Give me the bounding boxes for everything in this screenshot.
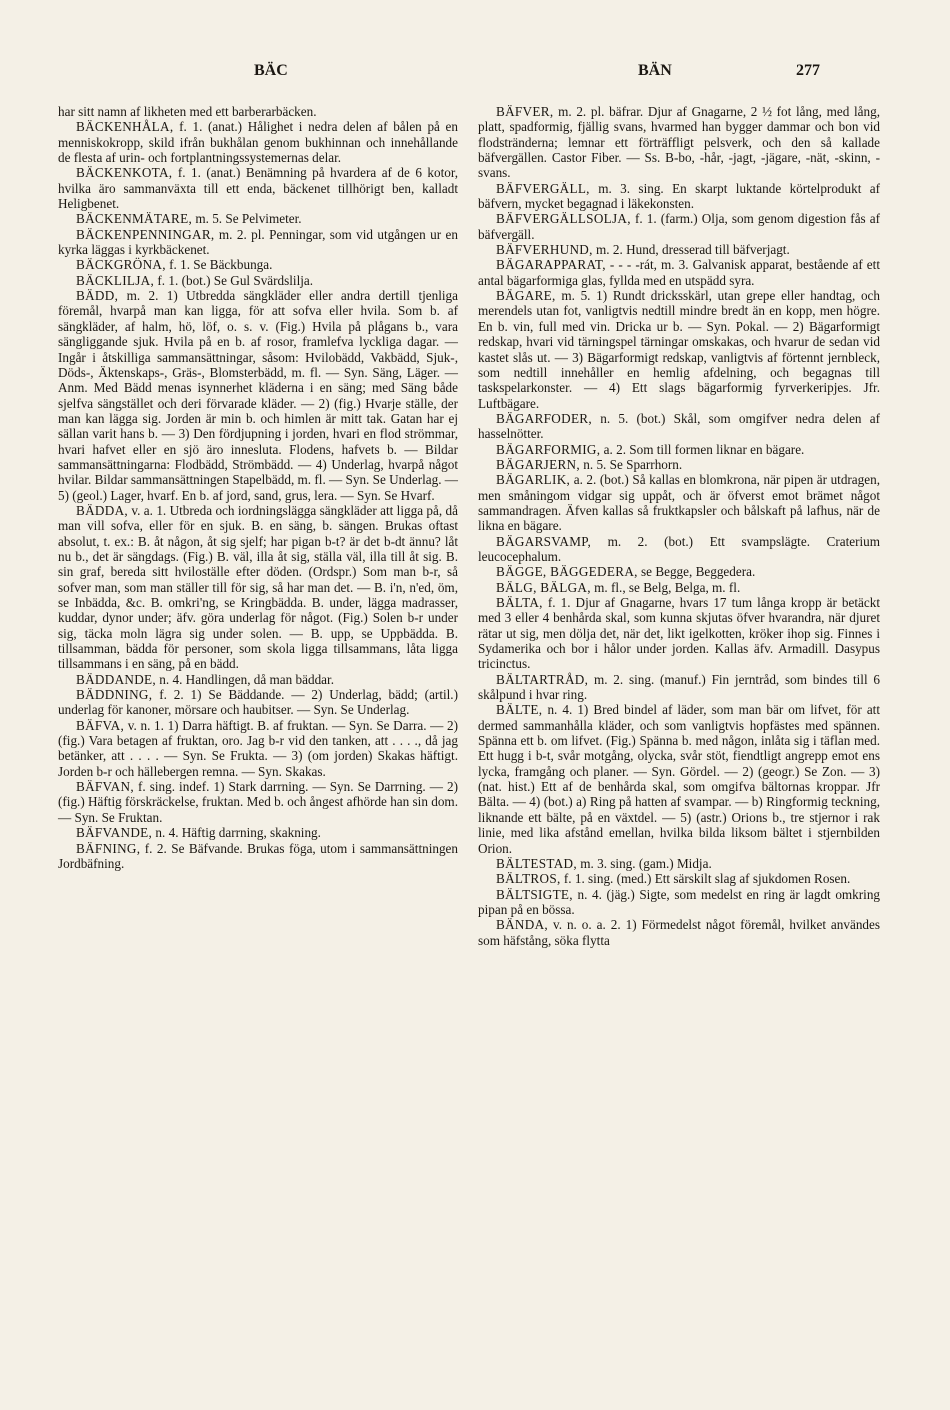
entry-headword: BÄLTSIGTE, xyxy=(496,886,573,902)
entry-definition: n. 5. (bot.) Skål, som omgifver nedra delen af hasselnötter. xyxy=(478,410,881,442)
dictionary-entry xyxy=(478,411,880,442)
entry-headword: BÄLTESTAD, xyxy=(496,855,577,871)
entry-definition: m. 3. sing. (gam.) Midja. xyxy=(580,855,712,871)
dictionary-entry xyxy=(478,181,880,212)
dictionary-entry xyxy=(478,917,880,948)
entry-definition: n. 4. (jäg.) Sigte, som medelst en ring är lagdt omkring pipan på en bössa. xyxy=(478,886,881,917)
entry-headword: BÄFVA, xyxy=(76,717,125,733)
dictionary-entry xyxy=(478,534,880,565)
entry-definition: n. 4. 1) Bred bindel af läder, som man bär om lifvet, för att dermed sammanhålla kläder, och som vanligtvis hopfästes med spännen. Spänna ett b. om lifvet. (Fig.) Spänna b. med någon, inlåta sig i täflan med. Ett hugg i b-t, svår motgång, olycka, svår stöt, fiendtligt angrepp emot ens lycka, framgång och planer. — Syn. Gördel. — 2) (geogr.) Se Zon. — 3) (nat. hist.) Ett af de benhårda skal, som omgifva bältornas kroppar. Jfr Bälta. — 4) (bot.) a) Ring på hatten af svampar. — b) Ringformig teckning, liknande ett bälte, på en växtdel. — 5) (astr.) Orions b., tre stjernor i rak linie, med lika afstånd emellan, hvilka bilda liksom bältet i stjernbilden Orion. xyxy=(478,702,881,856)
entry-headword: BÄCKENPENNINGAR, xyxy=(76,226,215,242)
entry-definition: n. 5. Se Sparrhorn. xyxy=(583,456,683,472)
entry-definition: f. 1. Se Bäckbunga. xyxy=(169,257,273,273)
entry-definition: f. sing. indef. 1) Stark darrning. — Syn. Se Darrning. — 2) (fig.) Häftig förskräckelse, fruktan. Med b. och ångest afhörde han sin dom. — Syn. Se Fruktan. xyxy=(58,779,458,825)
dictionary-entry xyxy=(478,871,880,886)
entry-headword: BÄLTE, xyxy=(496,702,543,718)
entry-headword: BÄGARSVAMP, xyxy=(496,533,592,549)
dictionary-entry xyxy=(478,702,880,855)
entry-headword: BÄFVANDE, xyxy=(76,825,153,841)
dictionary-entry xyxy=(478,887,880,918)
dictionary-entry xyxy=(58,211,458,226)
entry-definition: m. 2. pl. bäfrar. Djur af Gnagarne, 2 ½ fot lång, med lång, platt, spadformig, fjällig svans, hvarmed han bygger dammar och bon vid flodstränderna; lemnar ett förträffligt pelsverk, och den så kallade bäfvergällen. Castor Fiber. — Ss. B-bo, -hår, -jagt, -jägare, -nät, -skinn, -svans. xyxy=(478,104,880,181)
entry-definition: se Begge, Beggedera. xyxy=(641,564,756,580)
entry-headword: BÄFVERGÄLL, xyxy=(496,180,590,196)
entry-definition: - - - -rát, m. 3. Galvanisk apparat, bestående af ett antal bägarformiga glas, fyllda med en utspädd syra. xyxy=(478,257,880,288)
entry-headword: BÄGARJERN, xyxy=(496,456,580,472)
entry-definition: a. 2. Som till formen liknar en bägare. xyxy=(603,441,805,457)
dictionary-entry xyxy=(58,687,458,718)
entry-definition: har sitt namn af likheten med ett barberarbäcken. xyxy=(58,104,317,119)
header-right-guide-word: BÄN xyxy=(638,62,672,79)
entry-headword: BÄLTA, xyxy=(496,595,543,610)
dictionary-entry xyxy=(58,273,458,288)
entry-definition: n. 4. Handlingen, då man bäddar. xyxy=(159,671,334,687)
entry-definition: f. 1. (anat.) Benämning på hvardera af de 6 kotor, hvilka äro sammanväxta till ett enda, bäckenet tillhörigt ben, kalladt Heligbenet. xyxy=(58,165,459,212)
entry-definition: f. 2. Se Bäfvande. Brukas föga, utom i sammansättningen Jordbäfning. xyxy=(58,840,458,871)
right-column xyxy=(478,104,880,948)
entry-headword: BÄCKENHÅLA, xyxy=(76,119,174,135)
dictionary-entry xyxy=(58,257,458,272)
entry-headword: BÄCKENMÄTARE, xyxy=(76,211,193,227)
header-left-guide-word: BÄC xyxy=(254,62,288,79)
entry-definition: v. n. 1. 1) Darra häftigt. B. af fruktan. — Syn. Se Darra. — 2) (fig.) Vara betagen af fruktan, oro. Jag b-r vid den tanken, att . . . ., då jag betänker, att . . . . — Syn. Se Frukta. — 3) (om jorden) Skakas häftigt. Jorden b-r och hällebergen remna. — Syn. Skakas. xyxy=(58,717,458,779)
entry-headword: BÄLTROS, xyxy=(496,871,561,887)
dictionary-entry xyxy=(478,242,880,257)
dictionary-entry xyxy=(58,165,458,211)
entry-headword: BÄFVERGÄLLSOLJA, xyxy=(496,211,631,227)
entry-headword: BÄLTARTRÅD, xyxy=(496,671,589,687)
dictionary-entry xyxy=(58,104,458,119)
entry-headword: BÄDDANDE, xyxy=(76,671,156,687)
entry-definition: f. 1. sing. (med.) Ett särskilt slag af sjukdomen Rosen. xyxy=(563,871,851,887)
dictionary-entry xyxy=(478,856,880,871)
left-column xyxy=(58,104,458,871)
entry-headword: BÄGARLIK, xyxy=(496,472,571,488)
dictionary-entry xyxy=(58,119,458,165)
dictionary-entry xyxy=(58,841,458,872)
entry-headword: BÄCKGRÖNA, xyxy=(76,257,166,273)
dictionary-entry xyxy=(58,227,458,258)
entry-definition: v. n. o. a. 2. 1) Förmedelst något föremål, hvilket användes som häfstång, söka flytta xyxy=(478,917,880,948)
entry-definition: m. fl., se Belg, Belga, m. fl. xyxy=(594,579,741,595)
entry-headword: BÄFVAN, xyxy=(76,779,134,795)
entry-headword: BÄFVER, xyxy=(496,104,554,119)
page-number: 277 xyxy=(796,62,820,79)
dictionary-entry xyxy=(58,718,458,779)
entry-definition: m. 2. pl. Penningar, som vid utgången ur en kyrka läggas i kyrkbäckenet. xyxy=(58,226,458,258)
entry-definition: a. 2. (bot.) Så kallas en blomkrona, när pipen är utdragen, men småningom vidgar sig uppåt, och är öfverst emot brämet något sammandragen. Äfven kallas så fruktkapsler och bålskaft på lafhus, när de likna en bägare. xyxy=(478,472,881,534)
entry-definition: n. 4. Häftig darrning, skakning. xyxy=(155,825,321,841)
entry-headword: BÄDD, xyxy=(76,288,119,304)
entry-headword: BÄNDA, xyxy=(496,917,548,933)
entry-headword: BÄGARFORMIG, xyxy=(496,441,601,457)
dictionary-entry xyxy=(478,472,880,533)
dictionary-entry xyxy=(478,104,880,181)
dictionary-entry xyxy=(478,442,880,457)
dictionary-entry xyxy=(478,672,880,703)
entry-definition: f. 2. 1) Se Bäddande. — 2) Underlag, bädd; (artil.) underlag för kanoner, mörsare och haubitser. — Syn. Se Underlag. xyxy=(58,687,458,718)
dictionary-entry xyxy=(58,825,458,840)
entry-headword: BÄLG, BÄLGA, xyxy=(496,579,591,595)
entry-headword: BÄGARE, xyxy=(496,288,556,304)
dictionary-entry xyxy=(478,257,880,288)
entry-definition: v. a. 1. Utbreda och iordningslägga sängkläder att ligga på, då man vill sofva, eller för en sjuk. B. en säng, b. sängen. Brukas oftast absolut, t. ex.: B. åt någon, åt sig sjelf; har pigan b-t? är det b-dt ännu? låt nu b., det är sängdags. (Fig.) B. väl, illa åt sig, ställa väl, illa till åt sig. B. sin graf, bereda sitt hviloställe efter döden. (Ordspr.) Som man b-r, så sofver man, som man ställer till för sig, så har man det. — B. i'n, n'ed, öm, se Inbädda, &c. B. omkri'ng, se Kringbädda. B. under, lägga madrasser, kuddar, dynor under; äfv. göra underlag för något. (Fig.) Solen b-r under sig, täcka moln lägra sig under solen. — B. upp, se Uppbädda. B. tillsamman, bädda för personer, som skola ligga tillsammans, låta ligga tillsammans i en säng, på en bädd. xyxy=(58,502,458,672)
entry-definition: m. 2. Hund, dresserad till bäfverjagt. xyxy=(596,242,790,258)
entry-definition: f. 1. (anat.) Hålighet i nedra delen af bålen på en menniskokropp, skild ifrån bukhålan genom bukhinnan och innehållande de flesta af urin- och fortplantningssystemernas delar. xyxy=(58,119,458,166)
entry-headword: BÄFVERHUND, xyxy=(496,242,593,258)
dictionary-entry xyxy=(58,672,458,687)
dictionary-entry xyxy=(478,580,880,595)
entry-definition: m. 2. (bot.) Ett svampslägte. Craterium leucocephalum. xyxy=(478,533,881,564)
page-header xyxy=(0,62,950,88)
dictionary-entry xyxy=(58,779,458,825)
dictionary-entry xyxy=(478,564,880,579)
entry-headword: BÄDDNING, xyxy=(76,687,153,703)
entry-definition: f. 1. (farm.) Olja, som genom digestion fås af bäfvergäll. xyxy=(478,211,881,242)
dictionary-entry xyxy=(58,503,458,672)
entry-definition: m. 2. sing. (manuf.) Fin jerntråd, som bindes till 6 skålpund i hvar ring. xyxy=(478,671,880,703)
entry-definition: m. 5. 1) Rundt dricksskärl, utan grepe eller handtag, och merendels utan fot, vanligtvis nedtill mindre bredt än en kopp, men högre. En b. vin, full med vin. Dricka ur b. — Syn. Pokal. — 2) Bägarformigt redskap, hvari vid tärningspel tärningar omskakas, och hvarur de sedan vid kastet slås ut. — 3) Bägarformigt redskap, vanligtvis af förtennt jernbleck, som nedtill innehåller en hemlig afdelning, och begagnas till taskspelarkonster. — 4) Ett slags bägarformig fyrverkeripjes. Jfr. Luftbägare. xyxy=(478,288,880,411)
dictionary-entry xyxy=(478,211,880,242)
dictionary-entry xyxy=(478,595,880,672)
entry-headword: BÄCKENKOTA, xyxy=(76,165,173,181)
dictionary-entry xyxy=(478,457,880,472)
dictionary-entry xyxy=(478,288,880,411)
entry-headword: BÄGARFODER, xyxy=(496,410,592,426)
entry-definition: m. 2. 1) Utbredda sängkläder eller andra dertill tjenliga föremål, hvarpå man kan ligga, för att sofva eller hvila. Som b. af sängkläder, af halm, hö, löf, o. s. v. (Fig.) Hvila på plågans b., vara sängliggande sjuk. Hvila på en b. af rosor, framlefva lyckliga dagar. — Ingår i åtskilliga sammansättningar, såsom: Hvilobädd, Vakbädd, Sjuk-, Döds-, Äktenskaps-, Gräs-, Blomsterbädd, m. fl. — Syn. Säng, Läger. — Anm. Med Bädd menas isynnerhet kläderna i en säng; med Säng både sjelfva sängstället och deri förvarade kläder. — 2) (fig.) Hvarje ställe, der man kan lägga sig. Jorden är min b. och himlen är mitt tak. Gatan har ej sällan varit hans b. — 3) Den fördjupning i jorden, hvari en flod strömmar, hvari hafvet eller en sjö äro innesluta. Flodens, hafvets b. — Bildar sammansättningarna: Flodbädd, Strömbädd. — 4) Underlag, hvarpå något hvilar. Bildar sammansättningen Stapelbädd, m. fl. — Syn. Se Underlag. — 5) (geol.) Lager, hvarf. En b. af jord, sand, grus, lera. — Syn. Se Hvarf. xyxy=(58,288,459,503)
entry-definition: m. 3. sing. En skarpt luktande körtelprodukt af bäfvern, mycket begagnad i läkekonsten. xyxy=(478,180,881,212)
entry-headword: BÄGGE, BÄGGEDERA, xyxy=(496,564,638,580)
entry-headword: BÄDDA, xyxy=(76,502,128,518)
entry-headword: BÄFNING, xyxy=(76,840,141,856)
entry-definition: f. 1. (bot.) Se Gul Svärdslilja. xyxy=(157,272,314,288)
dictionary-entry xyxy=(58,288,458,503)
entry-headword: BÄCKLILJA, xyxy=(76,272,155,288)
entry-definition: f. 1. Djur af Gnagarne, hvars 17 tum långa kropp är betäckt med 3 eller 4 benhårda skal, som kunna skjutas öfver hvarandra, när djuret rätar ut sig, men dölja det, när det, likt igelkotten, kröker ihop sig. Finnes i Sydamerika och bor i hålor under jorden. Kallas äfv. Armadill. Dasypus tricinctus. xyxy=(478,595,880,672)
entry-headword: BÄGARAPPARAT, xyxy=(496,257,606,273)
entry-definition: m. 5. Se Pelvimeter. xyxy=(195,211,302,227)
